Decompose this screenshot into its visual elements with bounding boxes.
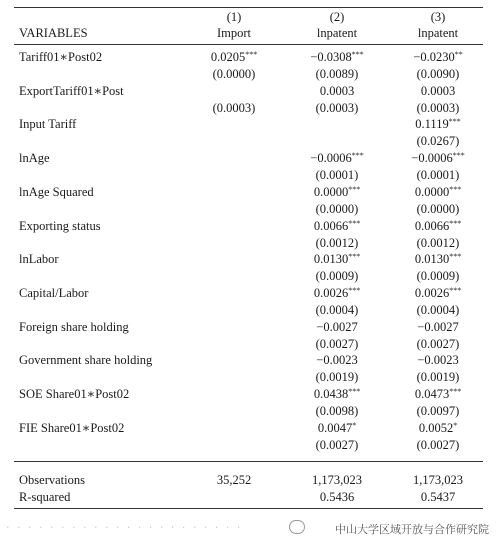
standard-error-cell: (0.0012) xyxy=(315,236,359,250)
standard-error-cell: (0.0019) xyxy=(416,370,460,384)
coefficient-cell xyxy=(388,151,488,166)
observations-col-2: 1,173,023 xyxy=(312,473,362,487)
standard-error-cell: (0.0267) xyxy=(416,134,460,148)
row-label: FIE Share01∗Post02 xyxy=(19,421,125,435)
row-label: lnLabor xyxy=(19,252,59,266)
standard-error-cell: (0.0012) xyxy=(416,236,460,250)
watermark-bar xyxy=(0,518,497,536)
standard-error-cell: (0.0003) xyxy=(315,101,359,115)
wechat-icon xyxy=(289,520,305,534)
standard-error-cell: (0.0003) xyxy=(212,101,256,115)
standard-error-cell: (0.0098) xyxy=(315,404,359,418)
col-1-name: Import xyxy=(216,26,252,40)
significance-stars: *** xyxy=(348,286,361,295)
significance-stars: *** xyxy=(348,252,361,261)
standard-error-cell: (0.0009) xyxy=(416,269,460,283)
standard-error-cell: (0.0027) xyxy=(416,438,460,452)
coefficient-value: 0.0438 xyxy=(313,387,349,401)
coefficient-cell xyxy=(287,353,387,368)
col-2-name: lnpatent xyxy=(316,26,358,40)
row-label: Foreign share holding xyxy=(19,320,129,334)
coefficient-value: 0.0047 xyxy=(317,421,353,435)
standard-error-cell: (0.0004) xyxy=(315,303,359,317)
coefficient-value: 0.0130 xyxy=(313,252,349,266)
col-1-number: (1) xyxy=(226,10,242,24)
watermark-text: 中山大学区域开放与合作研究院 xyxy=(335,523,489,536)
coefficient-cell xyxy=(388,84,488,99)
coefficient-cell xyxy=(388,219,488,234)
significance-stars: *** xyxy=(348,219,361,228)
observations-label: Observations xyxy=(19,473,85,487)
standard-error-cell: (0.0001) xyxy=(315,168,359,182)
header-rule xyxy=(14,44,483,45)
row-label: Capital/Labor xyxy=(19,286,89,300)
row-label: Exporting status xyxy=(19,219,101,233)
significance-stars: *** xyxy=(449,219,462,228)
r-squared-col-2: 0.5436 xyxy=(319,490,355,504)
standard-error-cell: (0.0001) xyxy=(416,168,460,182)
coefficient-value: −0.0308 xyxy=(310,50,352,64)
significance-stars: *** xyxy=(245,50,258,59)
coefficient-cell xyxy=(287,421,387,436)
coefficient-cell xyxy=(287,219,387,234)
coefficient-value: 0.0026 xyxy=(313,286,349,300)
coefficient-cell xyxy=(388,286,488,301)
coefficient-value: 0.0000 xyxy=(414,185,450,199)
standard-error-cell: (0.0000) xyxy=(315,202,359,216)
coefficient-value: 0.0003 xyxy=(420,84,456,98)
observations-col-1: 35,252 xyxy=(216,473,252,487)
bottom-rule xyxy=(14,508,483,509)
standard-error-cell: (0.0004) xyxy=(416,303,460,317)
significance-stars: ** xyxy=(454,50,463,59)
significance-stars: *** xyxy=(449,387,462,396)
standard-error-cell: (0.0000) xyxy=(416,202,460,216)
row-label: SOE Share01∗Post02 xyxy=(19,387,130,401)
row-label: Tariff01∗Post02 xyxy=(19,50,103,64)
coefficient-cell xyxy=(388,421,488,436)
coefficient-cell xyxy=(388,117,488,132)
coefficient-value: 0.0066 xyxy=(313,219,349,233)
significance-stars: *** xyxy=(351,50,364,59)
standard-error-cell: (0.0027) xyxy=(416,337,460,351)
r-squared-col-3: 0.5437 xyxy=(420,490,456,504)
standard-error-cell: (0.0097) xyxy=(416,404,460,418)
col-3-number: (3) xyxy=(430,10,446,24)
coefficient-value: 0.0066 xyxy=(414,219,450,233)
significance-stars: *** xyxy=(348,185,361,194)
coefficient-cell xyxy=(388,252,488,267)
coefficient-value: 0.0130 xyxy=(414,252,450,266)
col-3-name: lnpatent xyxy=(417,26,459,40)
coefficient-value: −0.0006 xyxy=(310,151,352,165)
faint-text-strip: · · · · · · · · · · · · · · · · · · · · · · xyxy=(6,521,243,534)
coefficient-cell xyxy=(184,50,284,65)
coefficient-value: −0.0023 xyxy=(316,353,358,367)
standard-error-cell: (0.0009) xyxy=(315,269,359,283)
row-label: ExportTariff01∗Post xyxy=(19,84,124,98)
coefficient-value: −0.0230 xyxy=(413,50,455,64)
coefficient-value: 0.0003 xyxy=(319,84,355,98)
row-label: lnAge Squared xyxy=(19,185,94,199)
significance-stars: *** xyxy=(449,185,462,194)
significance-stars: *** xyxy=(449,252,462,261)
coefficient-value: 0.0000 xyxy=(313,185,349,199)
observations-col-3: 1,173,023 xyxy=(413,473,463,487)
significance-stars: *** xyxy=(351,151,364,160)
coefficient-value: 0.0205 xyxy=(210,50,246,64)
significance-stars: *** xyxy=(449,286,462,295)
coefficient-value: 0.1119 xyxy=(415,117,449,131)
coefficient-cell xyxy=(287,286,387,301)
standard-error-cell: (0.0000) xyxy=(212,67,256,81)
standard-error-cell: (0.0003) xyxy=(416,101,460,115)
standard-error-cell: (0.0019) xyxy=(315,370,359,384)
standard-error-cell: (0.0090) xyxy=(416,67,460,81)
coefficient-cell xyxy=(388,387,488,402)
coefficient-value: −0.0027 xyxy=(316,320,358,334)
coefficient-cell xyxy=(388,353,488,368)
coefficient-cell xyxy=(287,387,387,402)
stats-rule xyxy=(14,461,483,462)
top-rule xyxy=(14,7,483,8)
row-label: Government share holding xyxy=(19,353,153,367)
coefficient-cell xyxy=(388,185,488,200)
standard-error-cell: (0.0027) xyxy=(315,438,359,452)
coefficient-value: −0.0027 xyxy=(417,320,459,334)
variables-header: VARIABLES xyxy=(19,26,88,40)
coefficient-cell xyxy=(388,320,488,335)
significance-stars: *** xyxy=(348,387,361,396)
significance-stars: * xyxy=(453,421,458,430)
col-2-number: (2) xyxy=(329,10,345,24)
significance-stars: *** xyxy=(452,151,465,160)
r-squared-label: R-squared xyxy=(19,490,71,504)
coefficient-value: −0.0023 xyxy=(417,353,459,367)
coefficient-value: 0.0473 xyxy=(414,387,450,401)
row-label: lnAge xyxy=(19,151,50,165)
coefficient-cell xyxy=(388,50,488,65)
coefficient-cell xyxy=(287,185,387,200)
coefficient-value: 0.0026 xyxy=(414,286,450,300)
coefficient-cell xyxy=(287,252,387,267)
significance-stars: *** xyxy=(448,117,461,126)
row-label: Input Tariff xyxy=(19,117,77,131)
coefficient-cell xyxy=(287,84,387,99)
coefficient-cell xyxy=(287,320,387,335)
coefficient-cell xyxy=(287,50,387,65)
coefficient-cell xyxy=(287,151,387,166)
significance-stars: * xyxy=(352,421,357,430)
standard-error-cell: (0.0089) xyxy=(315,67,359,81)
standard-error-cell: (0.0027) xyxy=(315,337,359,351)
coefficient-value: 0.0052 xyxy=(418,421,454,435)
coefficient-value: −0.0006 xyxy=(411,151,453,165)
